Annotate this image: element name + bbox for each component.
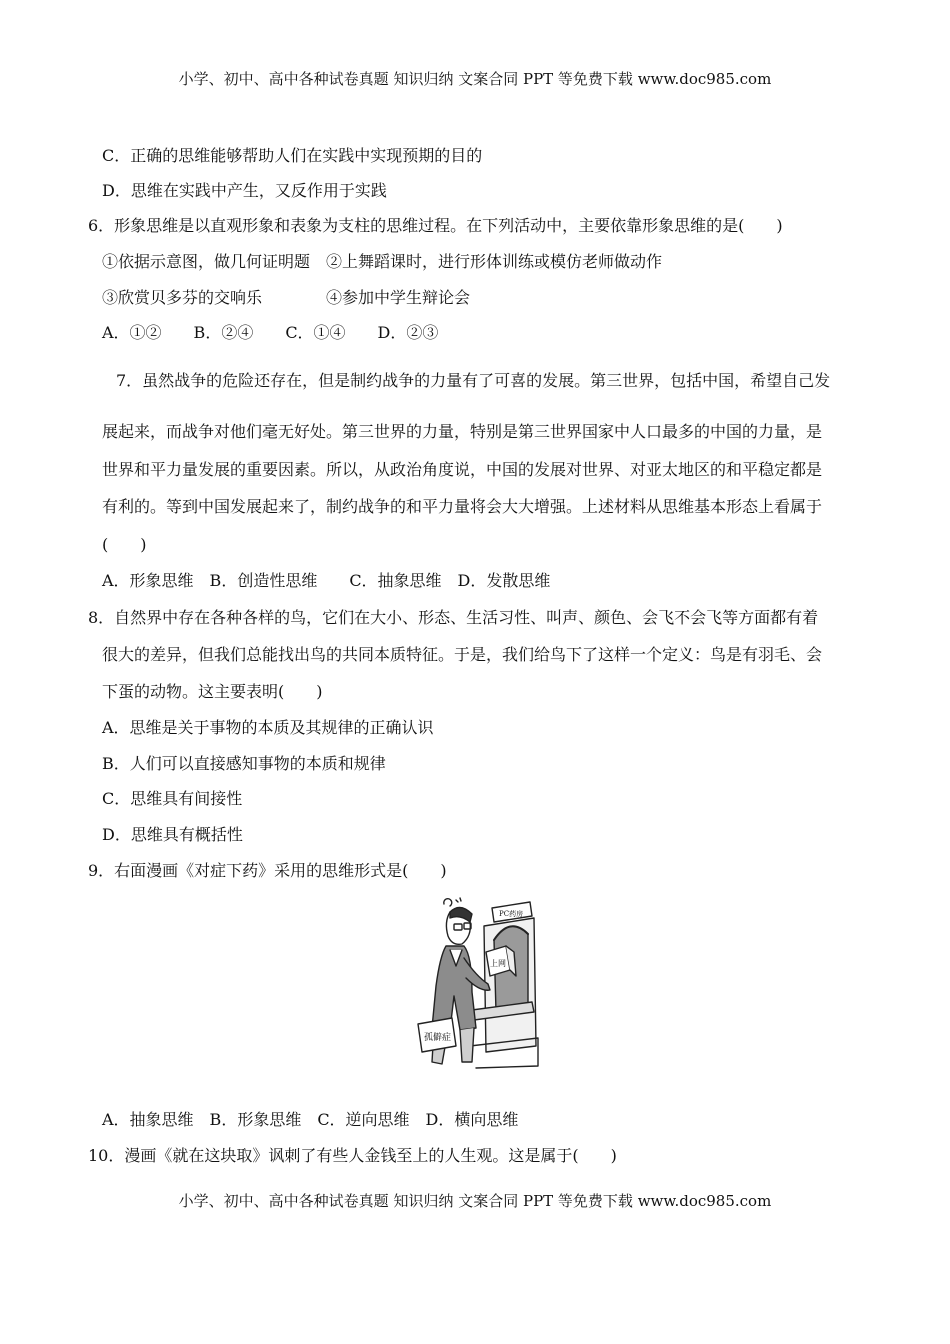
q6-items-line1: ①依据示意图，做几何证明题 ②上舞蹈课时，进行形体训练或模仿老师做动作	[102, 252, 663, 271]
page-header: 小学、初中、高中各种试卷真题 知识归纳 文案合同 PPT 等免费下载 www.doc985.com	[178, 70, 772, 88]
q8-line2: 很大的差异，但我们总能找出鸟的共同本质特征。于是，我们给鸟下了这样一个定义：鸟是有羽毛、会	[102, 645, 823, 664]
q6-options: A．①② B．②④ C．①④ D．②③	[102, 323, 439, 342]
q6-stem: 6．形象思维是以直观形象和表象为支柱的思维过程。在下列活动中，主要依靠形象思维的是( )	[88, 216, 783, 235]
cartoon-illustration	[410, 896, 540, 1072]
q8-option-d: D．思维具有概括性	[102, 825, 243, 844]
page-footer: 小学、初中、高中各种试卷真题 知识归纳 文案合同 PPT 等免费下载 www.doc985.com	[178, 1192, 772, 1210]
q7-options: A．形象思维 B．创造性思维 C．抽象思维 D．发散思维	[102, 571, 551, 590]
q7-line2: 展起来，而战争对他们毫无好处。第三世界的力量，特别是第三世界国家中人口最多的中国的力量，是	[102, 422, 823, 441]
q8-option-b: B．人们可以直接感知事物的本质和规律	[102, 754, 386, 773]
q8-option-a: A．思维是关于事物的本质及其规律的正确认识	[102, 718, 434, 737]
paper-label: 孤僻症	[424, 1033, 452, 1043]
q9-stem: 9．右面漫画《对症下药》采用的思维形式是( )	[88, 861, 447, 880]
q8-line3: 下蛋的动物。这主要表明( )	[102, 682, 323, 701]
q7-line5: ( )	[102, 535, 147, 554]
q8-option-c: C．思维具有间接性	[102, 789, 243, 808]
q5-option-c: C．正确的思维能够帮助人们在实践中实现预期的目的	[102, 146, 483, 165]
pharmacy-sign-label: PC药房	[499, 910, 524, 918]
q9-options: A．抽象思维 B．形象思维 C．逆向思维 D．横向思维	[102, 1110, 519, 1129]
q5-option-d: D．思维在实践中产生，又反作用于实践	[102, 181, 387, 200]
q6-items-line2: ③欣赏贝多芬的交响乐 ④参加中学生辩论会	[102, 288, 471, 307]
q10-stem: 10．漫画《就在这块取》讽刺了有些人金钱至上的人生观。这是属于( )	[88, 1146, 617, 1165]
q7-line4: 有利的。等到中国发展起来了，制约战争的和平力量将会大大增强。上述材料从思维基本形态上看属于	[102, 497, 823, 516]
screen-label: 上网	[490, 959, 506, 968]
q8-line1: 8．自然界中存在各种各样的鸟，它们在大小、形态、生活习性、叫声、颜色、会飞不会飞等方面都有着	[88, 608, 819, 627]
q7-line3: 世界和平力量发展的重要因素。所以，从政治角度说，中国的发展对世界、对亚太地区的和平稳定都是	[102, 460, 823, 479]
q7-line1: 7．虽然战争的危险还存在，但是制约战争的力量有了可喜的发展。第三世界，包括中国，希望自己发	[116, 371, 831, 390]
